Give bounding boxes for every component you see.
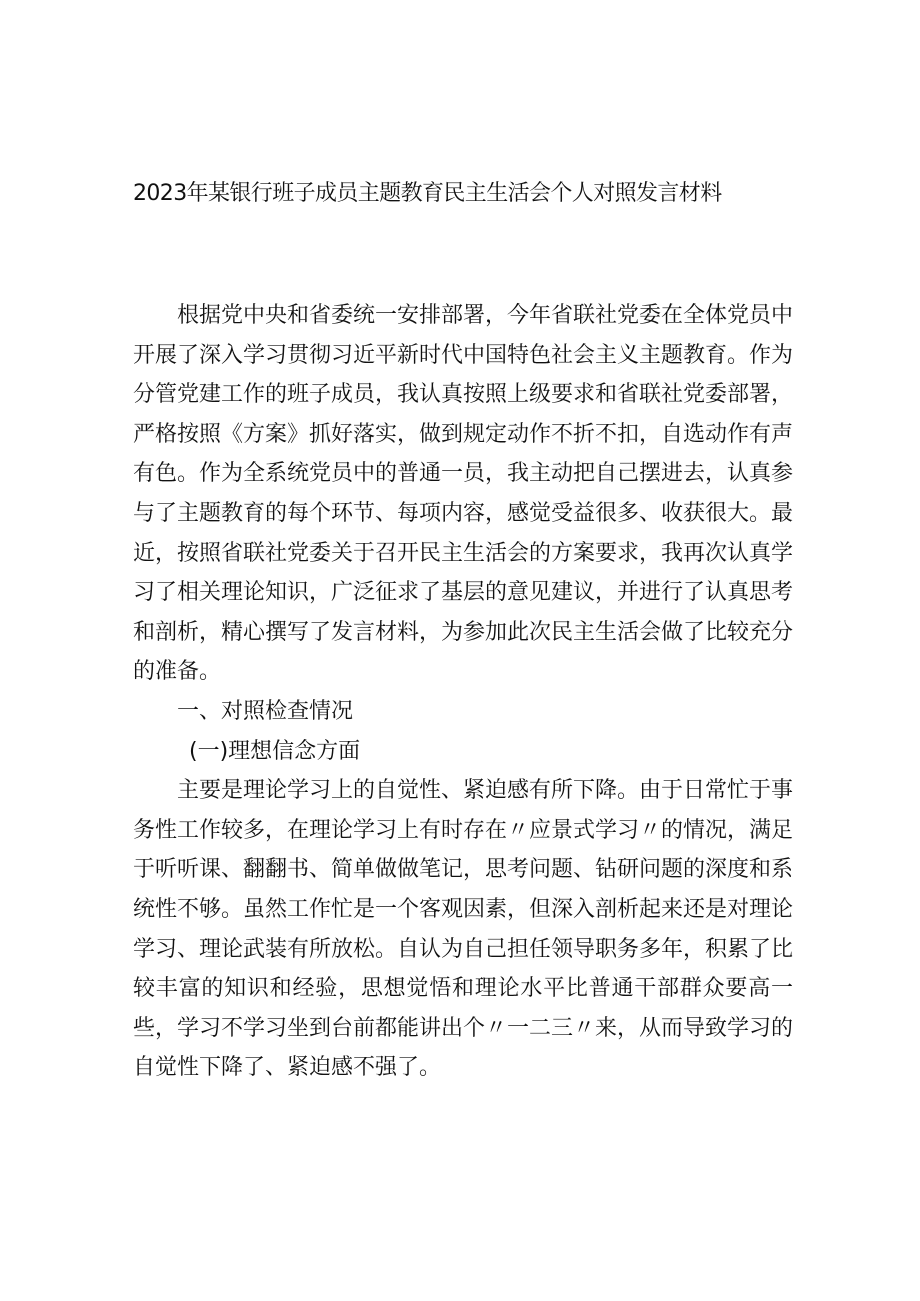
section-heading: 一、对照检查情况 [177,698,354,724]
document-title: 2023年某银行班子成员主题教育民主生活会个人对照发言材料 [133,181,722,206]
document-body [133,296,793,1088]
ideals-paragraph: 主要是理论学习上的自觉性、紧迫感有所下降。由于日常忙于事务性工作较多，在理论学习上有时存在〃应景式学习〃的情况，满足于听听课、翻翻书、简单做做笔记，思考问题、钻研问题的深度和系统性不够。虽然工作忙是一个客观因素，但深入剖析起来还是对理论学习、理论武装有所放松。自认为自己担任领导职务多年，积累了比较丰富的知识和经验，思想觉悟和理论水平比普通干部群众要高一些，学习不学习坐到台前都能讲出个〃一二三〃来，从而导致学习的自觉性下降了、紧迫感不强了。 [133,778,794,1081]
subsection-heading: (一)理想信念方面 [189,738,361,764]
intro-paragraph: 根据党中央和省委统一安排部署，今年省联社党委在全体党员中开展了深入学习贯彻习近平新时代中国特色社会主义主题教育。作为分管党建工作的班子成员，我认真按照上级要求和省联社党委部署，严格按照《方案》抓好落实，做到规定动作不折不扣，自选动作有声有色。作为全系统党员中的普通一员，我主动把自己摆进去，认真参与了主题教育的每个环节、每项内容，感觉受益很多、收获很大。最近，按照省联社党委关于召开民主生活会的方案要求，我再次认真学习了相关理论知识，广泛征求了基层的意见建议，并进行了认真思考和剖析，精心撰写了发言材料，为参加此次民主生活会做了比较充分的准备。 [133,303,794,685]
